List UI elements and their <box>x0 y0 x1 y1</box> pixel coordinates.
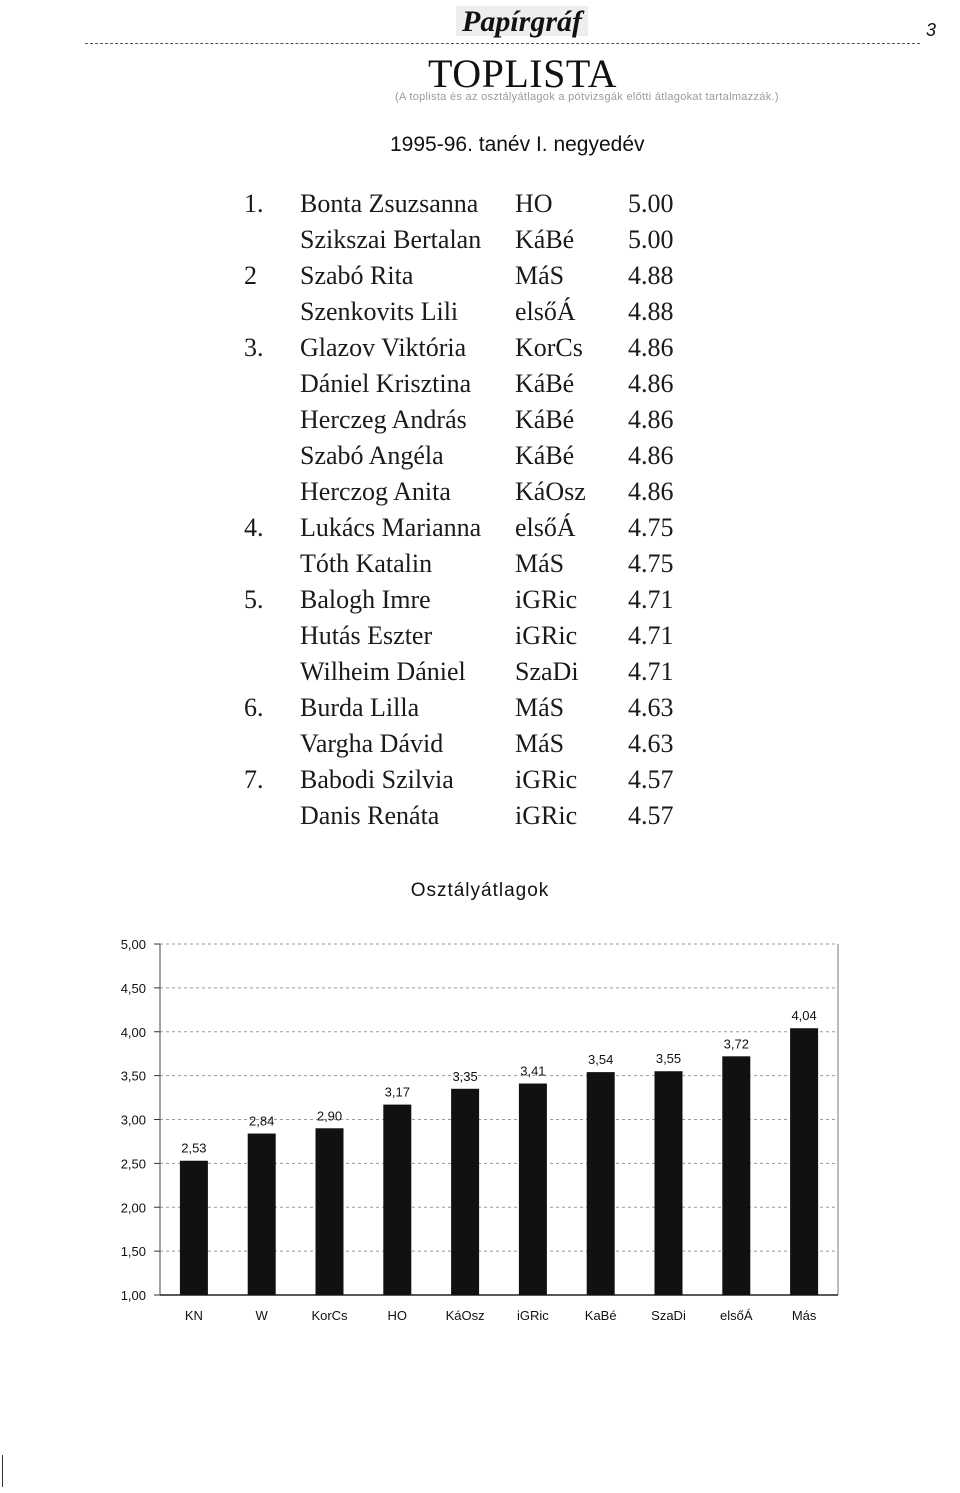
y-tick-label: 2,00 <box>120 1200 146 1216</box>
class-name: iGRic <box>515 621 578 650</box>
x-category-label: KaBé <box>584 1308 617 1323</box>
average-value: 4.75 <box>628 513 674 542</box>
class-name: KáBé <box>515 441 575 470</box>
student-name: Balogh Imre <box>300 585 431 614</box>
bar <box>722 1056 750 1295</box>
class-name: SzaDi <box>515 657 579 686</box>
rank-number: 3. <box>244 333 264 362</box>
ranking-row <box>0 693 960 727</box>
student-name: Szenkovits Lili <box>300 297 459 326</box>
page-subtitle: (A toplista és az osztályátlagok a pótvizsgák előtti átlagokat tartalmazzák.) <box>395 91 779 103</box>
student-name: Glazov Viktória <box>300 333 467 362</box>
class-name: MáS <box>515 549 565 578</box>
y-tick-label: 4,50 <box>120 980 146 996</box>
class-name: KáBé <box>515 225 575 254</box>
class-name: MáS <box>515 729 565 758</box>
average-value: 4.71 <box>628 585 674 614</box>
ranking-row <box>0 333 960 367</box>
student-name: Lukács Marianna <box>300 513 482 542</box>
class-average-chart <box>0 920 960 1340</box>
class-name: iGRic <box>515 801 578 830</box>
bar <box>383 1105 411 1295</box>
average-value: 4.86 <box>628 441 674 470</box>
x-category-label: SzaDi <box>651 1308 686 1323</box>
bar <box>316 1128 344 1295</box>
average-value: 4.63 <box>628 693 674 722</box>
x-category-label: elsőÁ <box>720 1308 753 1323</box>
bar <box>519 1084 547 1295</box>
page-number: 3 <box>926 20 937 40</box>
bar-value-label: 3,72 <box>723 1036 749 1052</box>
average-value: 4.71 <box>628 657 674 686</box>
student-name: Tóth Katalin <box>300 549 433 578</box>
class-name: KáOsz <box>515 477 586 506</box>
average-value: 4.63 <box>628 729 674 758</box>
y-tick-label: 1,50 <box>120 1244 146 1260</box>
bar-value-label: 2,90 <box>316 1108 343 1124</box>
class-name: iGRic <box>515 765 578 794</box>
average-value: 4.86 <box>628 477 674 506</box>
student-name: Herczog Anita <box>300 477 451 506</box>
student-name: Szabó Rita <box>300 261 414 290</box>
bar-value-label: 3,17 <box>384 1084 410 1100</box>
average-value: 4.75 <box>628 549 674 578</box>
ranking-row <box>0 657 960 691</box>
ranking-row <box>0 441 960 475</box>
ranking-row <box>0 585 960 619</box>
student-name: Burda Lilla <box>300 693 420 722</box>
ranking-row <box>0 801 960 835</box>
ranking-row <box>0 369 960 403</box>
y-tick-label: 1,00 <box>120 1288 146 1303</box>
average-value: 4.57 <box>628 801 674 830</box>
student-name: Vargha Dávid <box>300 729 444 758</box>
y-tick-label: 4,00 <box>120 1024 146 1040</box>
logo-text: Papírgráf <box>462 5 582 38</box>
rank-number: 6. <box>244 693 264 722</box>
ranking-row <box>0 189 960 223</box>
class-name: iGRic <box>515 585 578 614</box>
student-name: Szabó Angéla <box>300 441 444 470</box>
ranking-row <box>0 765 960 799</box>
class-name: MáS <box>515 693 565 722</box>
student-name: Babodi Szilvia <box>300 765 454 794</box>
ranking-row <box>0 621 960 655</box>
average-value: 4.86 <box>628 405 674 434</box>
x-category-label: KorCs <box>311 1308 348 1323</box>
bar-value-label: 3,35 <box>452 1068 478 1084</box>
average-value: 4.88 <box>628 261 674 290</box>
class-name: HO <box>515 189 553 218</box>
student-name: Dániel Krisztina <box>300 369 472 398</box>
bar <box>451 1089 479 1295</box>
rank-number: 7. <box>244 765 264 794</box>
average-value: 5.00 <box>628 189 674 218</box>
ranking-row <box>0 405 960 439</box>
bar-value-label: 3,41 <box>520 1063 546 1079</box>
x-category-label: KáOsz <box>445 1308 485 1323</box>
bar-value-label: 4,04 <box>791 1008 817 1024</box>
class-name: KorCs <box>515 333 583 362</box>
class-name: elsőÁ <box>515 513 576 542</box>
ranking-row <box>0 729 960 763</box>
y-tick-label: 5,00 <box>120 937 146 952</box>
student-name: Wilheim Dániel <box>300 657 466 686</box>
ranking-row <box>0 513 960 547</box>
x-category-label: Más <box>791 1308 817 1323</box>
average-value: 4.86 <box>628 333 674 362</box>
class-name: KáBé <box>515 369 575 398</box>
rank-number: 4. <box>244 513 264 542</box>
x-category-label: HO <box>387 1308 408 1323</box>
student-name: Hutás Eszter <box>300 621 433 650</box>
bar-value-label: 3,54 <box>588 1052 614 1068</box>
page-title: TOPLISTA <box>428 51 617 96</box>
y-tick-label: 3,50 <box>120 1068 146 1084</box>
y-tick-label: 2,50 <box>120 1156 146 1172</box>
chart-title: Osztályátlagok <box>410 880 550 901</box>
ranking-row <box>0 549 960 583</box>
bar-value-label: 2,84 <box>249 1113 275 1129</box>
ranking-row <box>0 297 960 331</box>
rank-number: 5. <box>244 585 264 614</box>
x-category-label: KN <box>184 1308 203 1323</box>
average-value: 4.88 <box>628 297 674 326</box>
bar <box>248 1134 276 1295</box>
bar <box>655 1071 683 1295</box>
x-category-label: iGRic <box>517 1308 549 1323</box>
student-name: Danis Renáta <box>300 801 440 830</box>
class-name: MáS <box>515 261 565 290</box>
x-category-label: W <box>255 1308 268 1323</box>
period-label: 1995-96. tanév I. negyedév <box>390 133 645 156</box>
ranking-row <box>0 477 960 511</box>
student-name: Szikszai Bertalan <box>300 225 482 254</box>
average-value: 4.71 <box>628 621 674 650</box>
ranking-row <box>0 225 960 259</box>
bar <box>790 1028 818 1295</box>
bar-value-label: 2,53 <box>181 1140 207 1156</box>
average-value: 4.86 <box>628 369 674 398</box>
bar <box>180 1161 208 1295</box>
bar <box>587 1072 615 1295</box>
margin-mark <box>2 1455 3 1487</box>
class-name: KáBé <box>515 405 575 434</box>
rank-number: 1. <box>244 189 264 218</box>
ranking-row <box>0 261 960 295</box>
rank-number: 2 <box>244 261 257 290</box>
average-value: 5.00 <box>628 225 674 254</box>
average-value: 4.57 <box>628 765 674 794</box>
student-name: Bonta Zsuzsanna <box>300 189 479 218</box>
class-name: elsőÁ <box>515 297 576 326</box>
student-name: Herczeg András <box>300 405 467 434</box>
y-tick-label: 3,00 <box>120 1112 146 1128</box>
bar-value-label: 3,55 <box>655 1051 682 1067</box>
